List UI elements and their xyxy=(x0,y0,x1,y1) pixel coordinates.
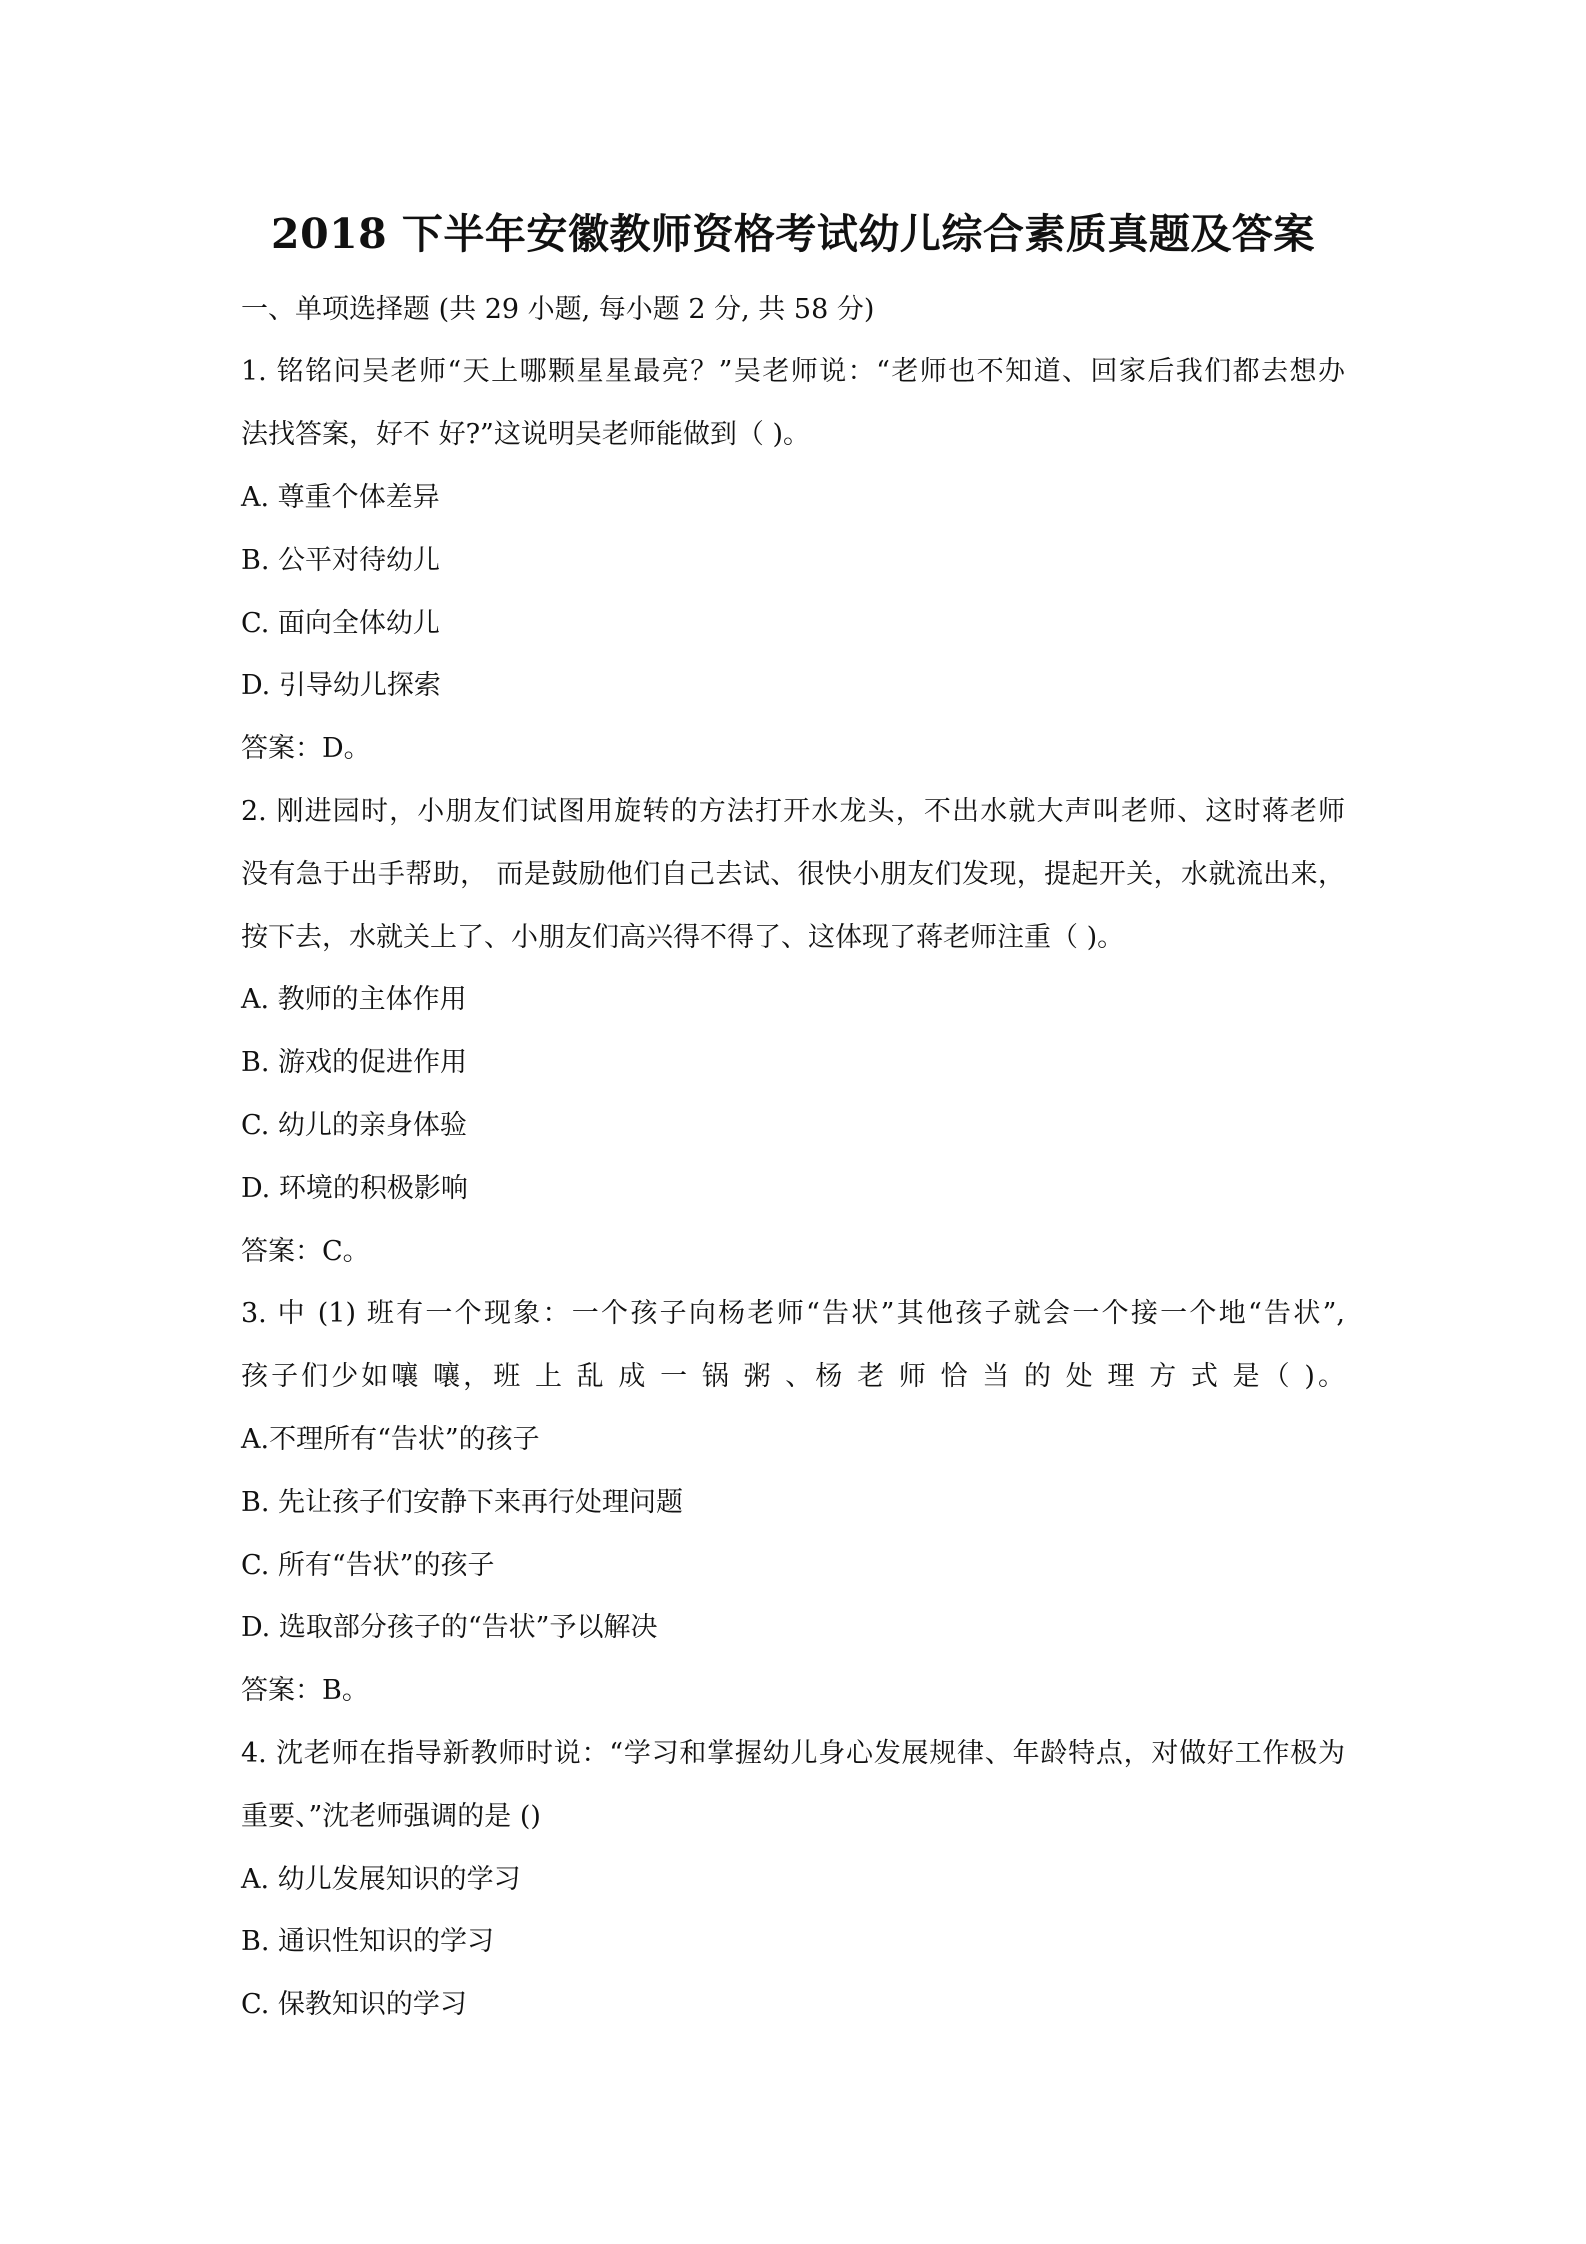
question-2-stem-line-1: 2. 刚进园时，小朋友们试图用旋转的方法打开水龙头，不出水就大声叫老师、这时蒋老师 xyxy=(241,796,1345,827)
question-1-answer: 答案：D。 xyxy=(241,733,371,764)
question-3-stem-line-2: 孩子们少如嚷 嚷，班 上 乱 成 一 锅 粥 、杨 老 师 恰 当 的 处 理 方 式 是（ )。 xyxy=(241,1361,1345,1392)
question-3-answer: 答案：B。 xyxy=(241,1675,369,1706)
question-4-option-b: B. 通识性知识的学习 xyxy=(241,1926,495,1957)
section-heading: 一、单项选择题 (共 29 小题, 每小题 2 分, 共 58 分) xyxy=(241,294,875,325)
document-title: 2018 下半年安徽教师资格考试幼儿综合素质真题及答案 xyxy=(271,210,1315,258)
question-2-stem-line-2: 没有急于出手帮助， 而是鼓励他们自己去试、很快小朋友们发现，提起开关，水就流出来， xyxy=(241,859,1345,890)
question-2-stem-line-3: 按下去，水就关上了、小朋友们高兴得不得了、这体现了蒋老师注重（ )。 xyxy=(241,922,1125,953)
question-2-option-a: A. 教师的主体作用 xyxy=(241,984,467,1015)
question-4-option-a: A. 幼儿发展知识的学习 xyxy=(241,1864,521,1895)
question-1-option-c: C. 面向全体幼儿 xyxy=(241,608,440,639)
question-3-option-a: A.不理所有“告状”的孩子 xyxy=(241,1424,540,1455)
question-3-stem-line-1: 3. 中 (1) 班有一个现象：一个孩子向杨老师“告状”其他孩子就会一个接一个地“告状”, xyxy=(241,1298,1345,1329)
question-1-stem-line-1: 1. 铭铭问吴老师“天上哪颗星星最亮？”吴老师说：“老师也不知道、回家后我们都去想办 xyxy=(241,356,1345,387)
question-3-option-d: D. 选取部分孩子的“告状”予以解决 xyxy=(241,1612,658,1643)
question-4-stem-line-2: 重要、”沈老师强调的是 () xyxy=(241,1801,541,1832)
question-2-option-b: B. 游戏的促进作用 xyxy=(241,1047,468,1078)
question-2-answer: 答案：C。 xyxy=(241,1236,370,1267)
question-4-option-c: C. 保教知识的学习 xyxy=(241,1989,467,2020)
question-1-option-b: B. 公平对待幼儿 xyxy=(241,545,441,576)
question-3-option-b: B. 先让孩子们安静下来再行处理问题 xyxy=(241,1487,684,1518)
question-3-option-c: C. 所有“告状”的孩子 xyxy=(241,1550,495,1581)
question-1-stem-line-2: 法找答案，好不 好?”这说明吴老师能做到（ )。 xyxy=(241,419,810,450)
question-2-option-d: D. 环境的积极影响 xyxy=(241,1173,468,1204)
question-1-option-a: A. 尊重个体差异 xyxy=(241,482,440,513)
question-2-option-c: C. 幼儿的亲身体验 xyxy=(241,1110,467,1141)
question-4-stem-line-1: 4. 沈老师在指导新教师时说：“学习和掌握幼儿身心发展规律、年龄特点，对做好工作极为 xyxy=(241,1738,1345,1769)
question-1-option-d: D. 引导幼儿探索 xyxy=(241,670,441,701)
